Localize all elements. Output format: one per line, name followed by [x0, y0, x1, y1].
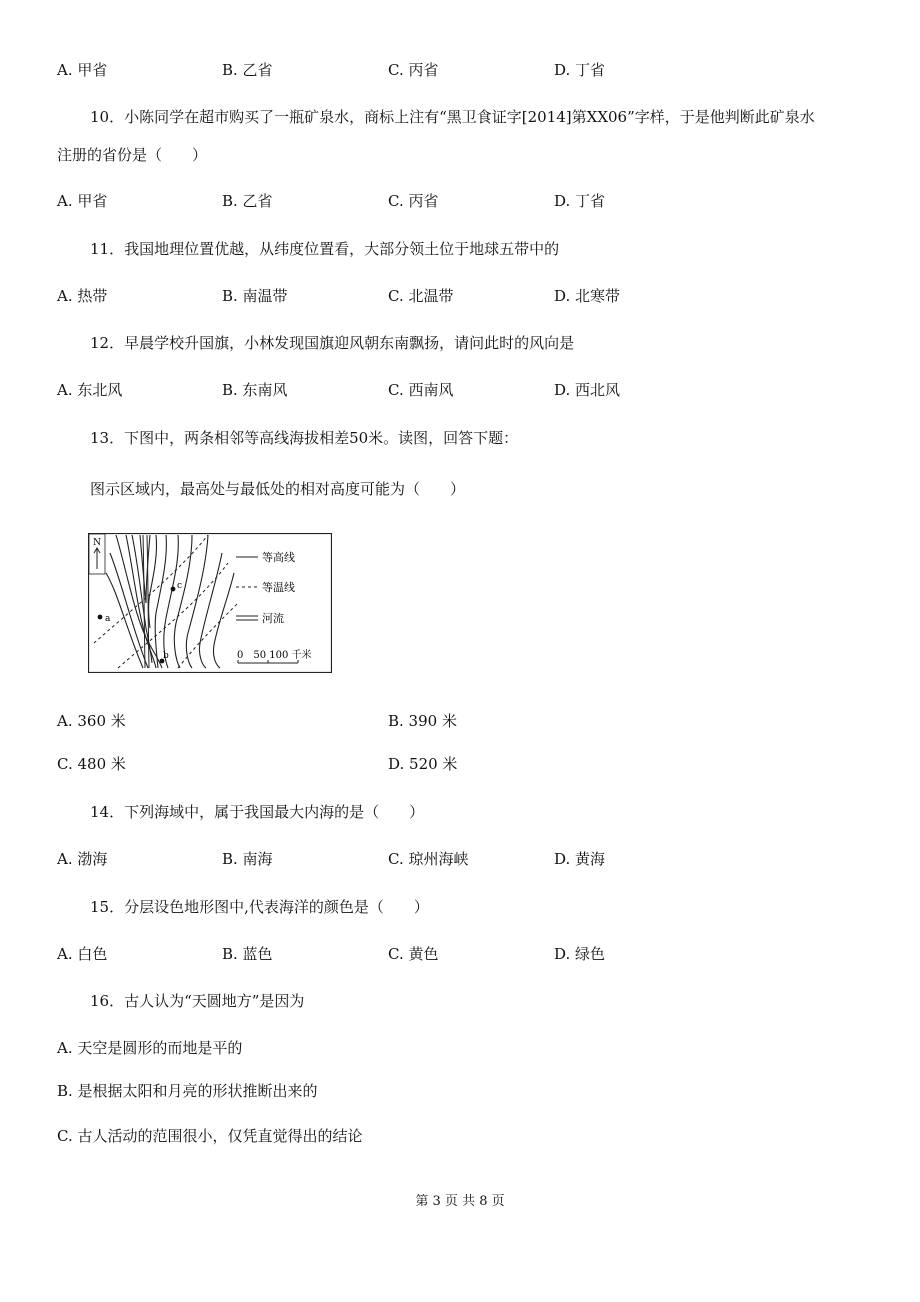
q10-options [57, 191, 877, 211]
q10-text-line1: 10．小陈同学在超市购买了一瓶矿泉水，商标上注有“黑卫食证字[2014]第XX06”字样，于是他判断此矿泉水 [90, 108, 815, 126]
q12-option-b[interactable]: B. 东南风 [222, 381, 288, 399]
q11-option-d[interactable]: D. 北寒带 [554, 287, 621, 305]
legend-contour: 等高线 [262, 551, 295, 564]
q13-subquestion: 图示区域内，最高处与最低处的相对高度可能为（ ） [90, 480, 466, 498]
legend-isotherm: 等温线 [262, 581, 295, 594]
q14-option-a[interactable]: A. 渤海 [57, 850, 108, 868]
point-a [98, 615, 103, 620]
q11-option-b[interactable]: B. 南温带 [222, 287, 288, 305]
q15-text: 15．分层设色地形图中,代表海洋的颜色是（ ） [90, 898, 429, 916]
contour-map [88, 533, 332, 673]
q15-option-a[interactable]: A. 白色 [57, 945, 108, 963]
q9-options [57, 60, 877, 80]
q12-options [57, 380, 877, 400]
q9-option-a[interactable]: A. 甲省 [57, 61, 108, 79]
q13-text: 13．下图中，两条相邻等高线海拔相差50米。读图，回答下题： [90, 429, 519, 447]
q12-option-d[interactable]: D. 西北风 [554, 381, 621, 399]
q9-option-c[interactable]: C. 丙省 [388, 61, 439, 79]
point-c [171, 587, 176, 592]
q15-options [57, 944, 877, 964]
q13-option-d[interactable]: D. 520 米 [388, 755, 458, 773]
q14-option-c[interactable]: C. 琼州海峡 [388, 850, 469, 868]
q16-option-c[interactable]: C. 古人活动的范围很小，仅凭直觉得出的结论 [57, 1127, 363, 1145]
q15-option-c[interactable]: C. 黄色 [388, 945, 439, 963]
q13-options-row1 [57, 711, 877, 731]
q13-option-a[interactable]: A. 360 米 [57, 712, 126, 730]
q15-option-d[interactable]: D. 绿色 [554, 945, 606, 963]
q11-option-c[interactable]: C. 北温带 [388, 287, 454, 305]
q12-option-c[interactable]: C. 西南风 [388, 381, 454, 399]
q14-text: 14．下列海域中，属于我国最大内海的是（ ） [90, 803, 425, 821]
q16-text: 16．古人认为“天圆地方”是因为 [90, 992, 305, 1010]
q10-option-a[interactable]: A. 甲省 [57, 192, 108, 210]
q12-text: 12．早晨学校升国旗，小林发现国旗迎风朝东南飘扬，请问此时的风向是 [90, 334, 575, 352]
q10-option-c[interactable]: C. 丙省 [388, 192, 439, 210]
q13-options-row2 [57, 754, 877, 774]
point-c-label: c [177, 581, 183, 591]
point-b-label: b [163, 651, 169, 661]
q10-text-line2: 注册的省份是（ ） [57, 146, 208, 164]
north-label: N [93, 538, 101, 548]
legend-river: 河流 [262, 612, 284, 625]
q11-options [57, 286, 877, 306]
q11-option-a[interactable]: A. 热带 [57, 287, 108, 305]
q16-option-b[interactable]: B. 是根据太阳和月亮的形状推断出来的 [57, 1082, 318, 1100]
q9-option-d[interactable]: D. 丁省 [554, 61, 606, 79]
q11-text: 11．我国地理位置优越，从纬度位置看，大部分领土位于地球五带中的 [90, 240, 560, 258]
scale-label: 0 50 100 千米 [237, 650, 312, 661]
q10-option-d[interactable]: D. 丁省 [554, 192, 606, 210]
q10-option-b[interactable]: B. 乙省 [222, 192, 273, 210]
q13-option-c[interactable]: C. 480 米 [57, 755, 126, 773]
q14-option-b[interactable]: B. 南海 [222, 850, 273, 868]
q14-options [57, 849, 877, 869]
scale-bar [237, 648, 312, 663]
point-a-label: a [105, 614, 111, 624]
page-footer: 第 3 页 共 8 页 [415, 1194, 505, 1209]
q14-option-d[interactable]: D. 黄海 [554, 850, 606, 868]
q15-option-b[interactable]: B. 蓝色 [222, 945, 273, 963]
q13-option-b[interactable]: B. 390 米 [388, 712, 457, 730]
q16-option-a[interactable]: A. 天空是圆形的而地是平的 [57, 1039, 243, 1057]
q12-option-a[interactable]: A. 东北风 [57, 381, 123, 399]
q9-option-b[interactable]: B. 乙省 [222, 61, 273, 79]
